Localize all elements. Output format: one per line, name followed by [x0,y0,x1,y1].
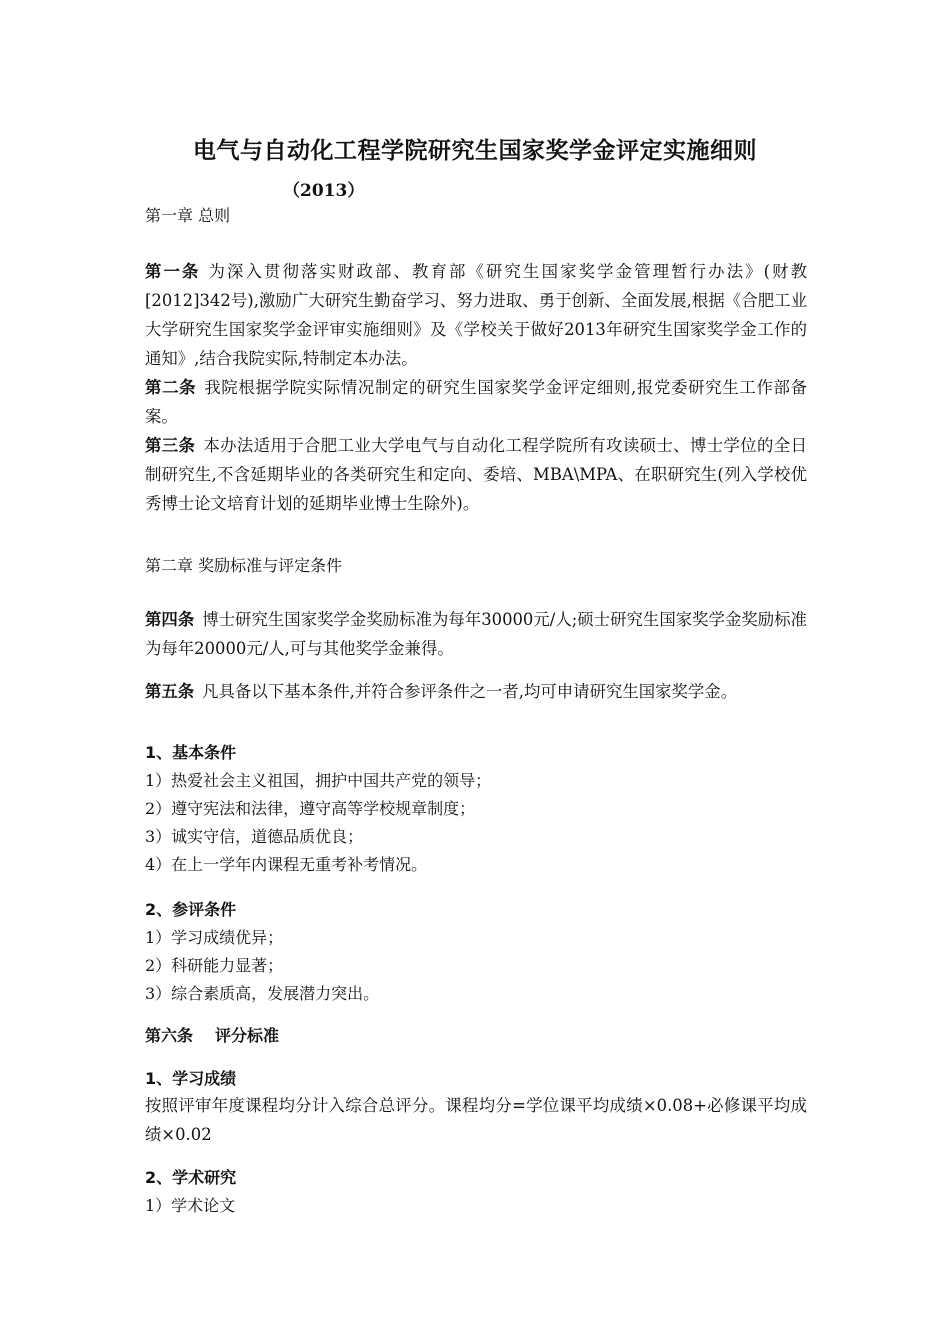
chapter-1-heading: 第一章 总则 [145,206,231,225]
basic-conditions-heading: 1、基本条件 [145,743,237,762]
chapter-2-heading: 第二章 奖励标准与评定条件 [145,556,343,575]
article-4-label: 第四条 [145,610,195,629]
article-3-text: 本办法适用于合肥工业大学电气与自动化工程学院所有攻读硕士、博士学位的全日制研究生,不含延期毕业的各类研究生和定向、委培、MBA\MPA、在职研究生(列入学校优秀博士论文培育计划的延期毕业博士生除外)。 [145,436,808,513]
article-2-text: 我院根据学院实际情况制定的研究生国家奖学金评定细则,报党委研究生工作部备案。 [145,378,808,426]
article-6-title: 评分标准 [215,1026,280,1045]
article-3-label: 第三条 [145,436,196,455]
basic-condition-item: 1）热爱社会主义祖国，拥护中国共产党的领导； [145,771,492,790]
study-text: 按照评审年度课程均分计入综合总评分。课程均分=学位课平均成绩×0.08+必修课平均成绩×0.02 [145,1096,807,1144]
article-5-text: 凡具备以下基本条件,并符合参评条件之一者,均可申请研究生国家奖学金。 [202,682,738,701]
basic-condition-item: 2）遵守宪法和法律，遵守高等学校规章制度； [145,799,476,818]
article-5 [145,677,807,706]
study-heading: 1、学习成绩 [145,1069,237,1088]
article-4-text: 博士研究生国家奖学金奖励标准为每年30000元/人;硕士研究生国家奖学金奖励标准为每年20000元/人,可与其他奖学金兼得。 [145,610,807,658]
article-6-heading [145,1023,279,1046]
article-2-label: 第二条 [145,378,197,397]
document-title: 电气与自动化工程学院研究生国家奖学金评定实施细则 [193,137,757,164]
basic-condition-item: 4）在上一学年内课程无重考补考情况。 [145,855,428,874]
criteria-item: 2）科研能力显著； [145,956,284,975]
article-5-label: 第五条 [145,682,195,701]
basic-condition-item: 3）诚实守信，道德品质优良； [145,827,364,846]
article-6-label: 第六条 [145,1026,194,1045]
article-4 [145,605,807,663]
criteria-item: 3）综合素质高，发展潜力突出。 [145,984,380,1003]
article-1-label: 第一条 [145,262,201,281]
research-item: 1）学术论文 [145,1196,236,1215]
criteria-heading: 2、参评条件 [145,900,237,919]
article-2 [145,373,807,431]
research-heading: 2、学术研究 [145,1168,237,1187]
article-1 [145,257,807,373]
document-year: （2013） [283,181,365,201]
article-1-text: 为深入贯彻落实财政部、教育部《研究生国家奖学金管理暂行办法》(财教[2012]342号),激励广大研究生勤奋学习、努力进取、勇于创新、全面发展,根据《合肥工业大学研究生国家奖学金评审实施细则》及《学校关于做好2013年研究生国家奖学金工作的通知》,结合我院实际,特制定本办法。 [145,262,807,368]
criteria-item: 1）学习成绩优异； [145,928,284,947]
article-3 [145,431,807,518]
